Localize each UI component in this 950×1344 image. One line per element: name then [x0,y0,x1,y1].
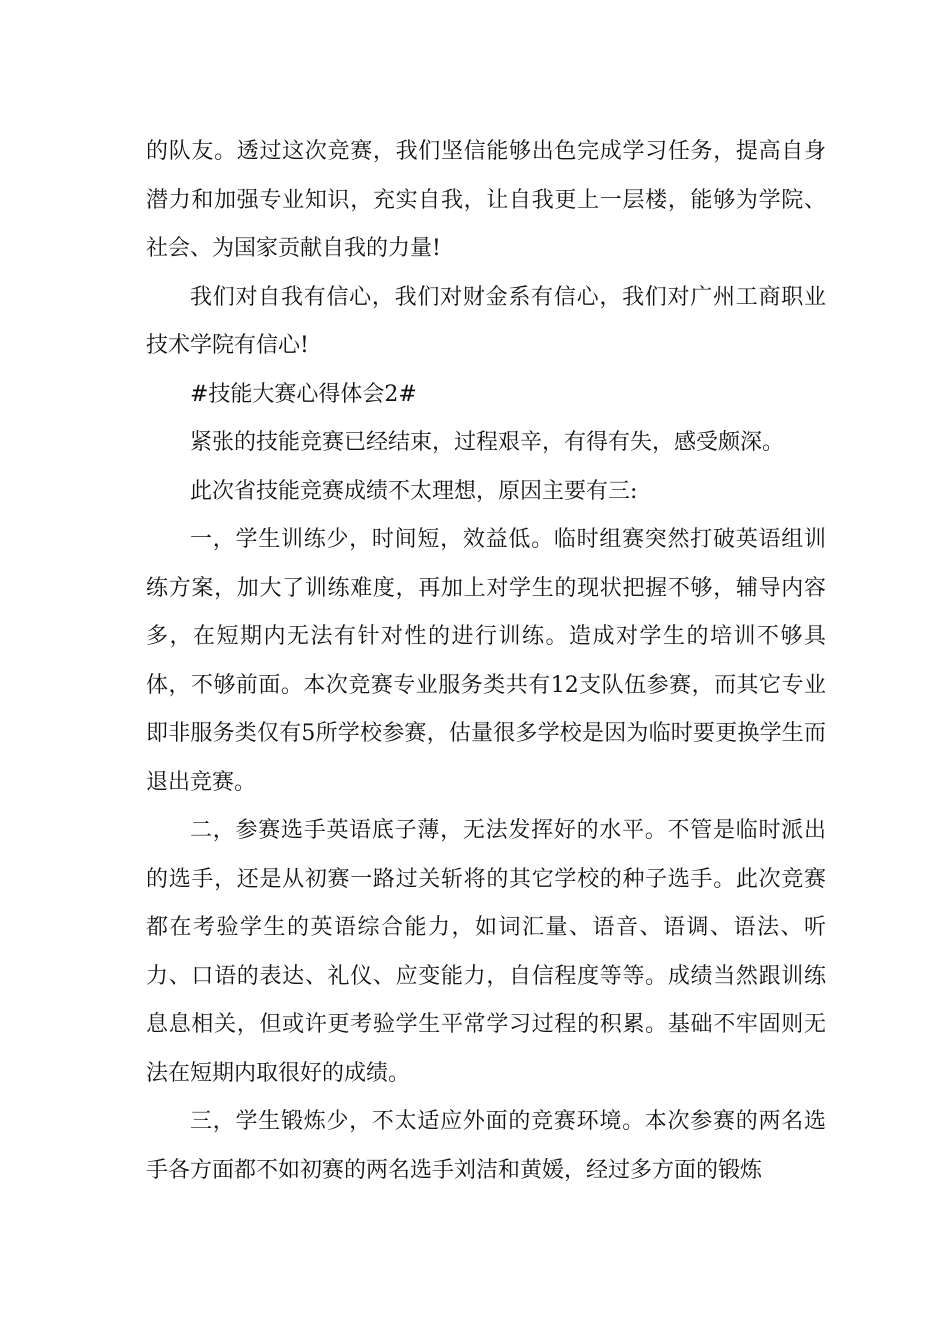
paragraph-5: 此次省技能竞赛成绩不太理想，原因主要有三: [190,478,638,504]
paragraph-1: 的队友。透过这次竞赛，我们坚信能够出色完成学习任务，提高自身潜力和加强专业知识，充实自我，让自我更上一层楼，能够为学院、社会、为国家贡献自我的力量! [146,139,826,261]
section-heading: #技能大赛心得体会2# [190,381,417,407]
paragraph-7: 二，参赛选手英语底子薄，无法发挥好的水平。不管是临时派出的选手，还是从初赛一路过关斩将的其它学校的种子选手。此次竞赛都在考验学生的英语综合能力，如词汇量、语音、语调、语法、听力、口语的表达、礼仪、应变能力，自信程度等等。成绩当然跟训练息息相关，但或许更考验学生平常学习过程的积累。基础不牢固则无法在短期内取很好的成绩。 [146,818,826,1086]
paragraph-6: 一，学生训练少，时间短，效益低。临时组赛突然打破英语组训练方案，加大了训练难度，再加上对学生的现状把握不够，辅导内容多，在短期内无法有针对性的进行训练。造成对学生的培训不够具体，不够前面。本次竞赛专业服务类共有12支队伍参赛，而其它专业即非服务类仅有5所学校参赛，估量很多学校是因为临时要更换学生而退出竞赛。 [146,527,826,795]
paragraph-2: 我们对自我有信心，我们对财金系有信心，我们对广州工商职业技术学院有信心! [146,284,826,358]
paragraph-4: 紧张的技能竞赛已经结束，过程艰辛，有得有失，感受颇深。 [190,430,785,455]
document-body [146,128,826,1195]
paragraph-8: 三，学生锻炼少，不太适应外面的竞赛环境。本次参赛的两名选手各方面都不如初赛的两名选手刘洁和黄媛，经过多方面的锻炼 [146,1109,826,1183]
